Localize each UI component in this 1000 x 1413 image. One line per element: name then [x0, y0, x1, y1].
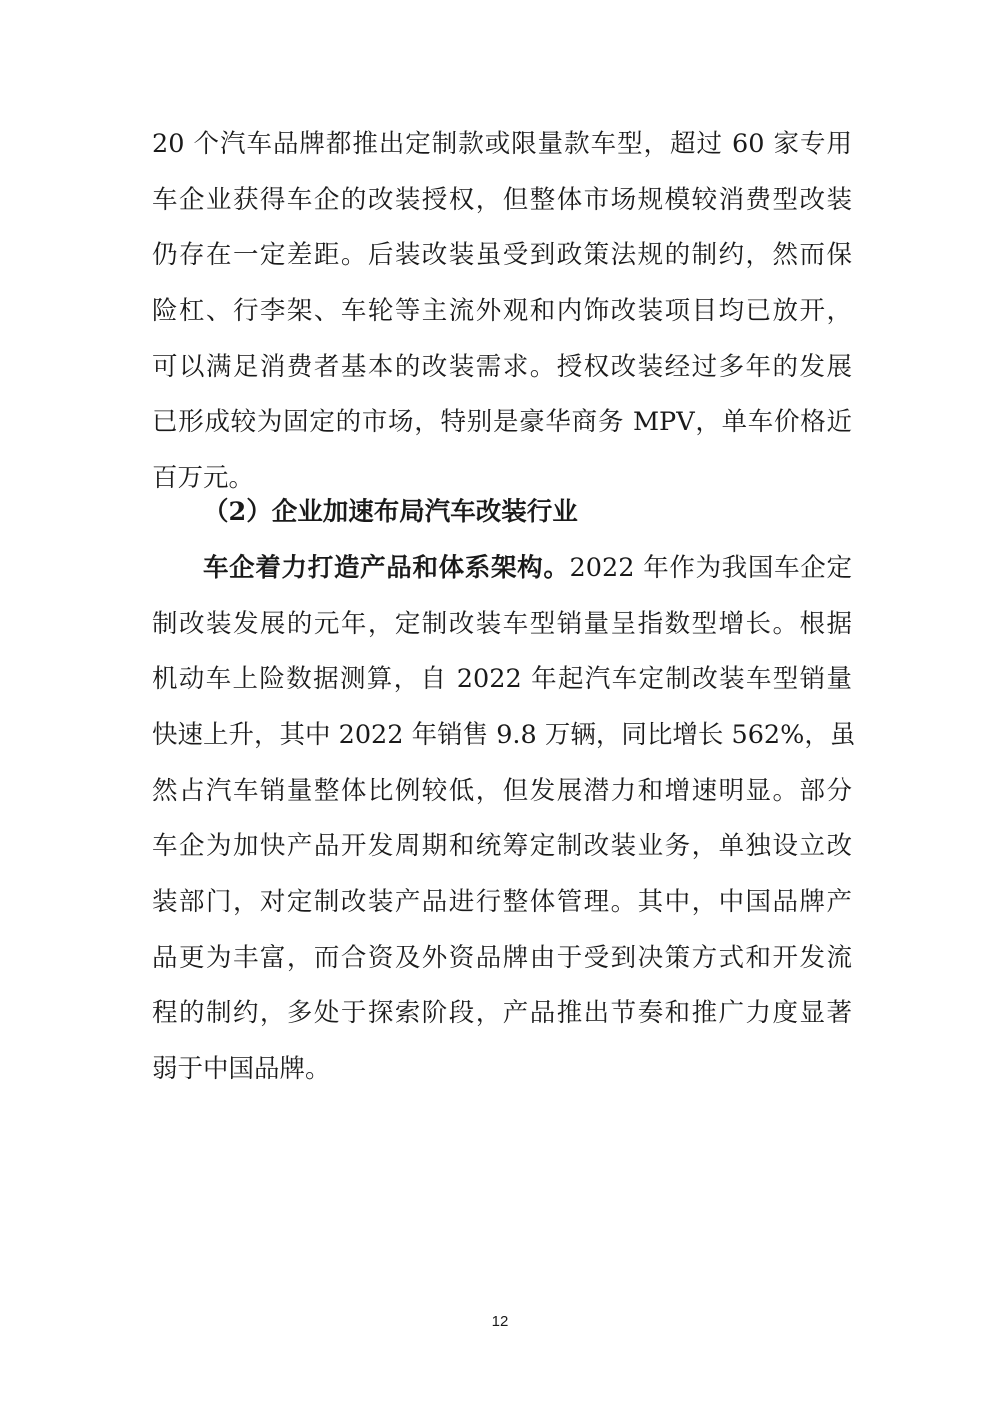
paragraph2-line-8: 品更为丰富，而合资及外资品牌由于受到决策方式和开发流	[152, 943, 852, 973]
paragraph2-lead-phrase: 车企着力打造产品和体系架构。	[203, 553, 570, 583]
paragraph1-line-2: 车企业获得车企的改装授权，但整体市场规模较消费型改装	[152, 185, 852, 215]
paragraph1-line-4: 险杠、行李架、车轮等主流外观和内饰改装项目均已放开，	[152, 296, 852, 326]
paragraph2-line-7: 装部门，对定制改装产品进行整体管理。其中，中国品牌产	[152, 887, 852, 917]
page-number: 12	[491, 1313, 509, 1330]
paragraph1-line-3: 仍存在一定差距。后装改装虽受到政策法规的制约，然而保	[152, 240, 852, 270]
paragraph2-line-4: 快速上升，其中 2022 年销售 9.8 万辆，同比增长 562%，虽	[152, 720, 856, 750]
paragraph2-line-2: 制改装发展的元年，定制改装车型销量呈指数型增长。根据	[152, 609, 852, 639]
paragraph1-line-6: 已形成较为固定的市场，特别是豪华商务 MPV，单车价格近	[152, 407, 852, 437]
paragraph2-line-5: 然占汽车销量整体比例较低，但发展潜力和增速明显。部分	[152, 776, 852, 806]
paragraph2-line-3: 机动车上险数据测算，自 2022 年起汽车定制改装车型销量	[152, 664, 852, 694]
paragraph1-line-7: 百万元。	[152, 463, 255, 493]
paragraph2-line-6: 车企为加快产品开发周期和统筹定制改装业务，单独设立改	[152, 831, 852, 861]
paragraph1-line-5: 可以满足消费者基本的改装需求。授权改装经过多年的发展	[152, 352, 852, 382]
paragraph1-line-1: 20 个汽车品牌都推出定制款或限量款车型，超过 60 家专用	[152, 129, 852, 159]
paragraph2-line-1	[203, 548, 852, 588]
section-heading: （2）企业加速布局汽车改装行业	[203, 497, 578, 527]
paragraph2-line-10: 弱于中国品牌。	[152, 1054, 331, 1084]
paragraph2-first-line-rest: 2022 年作为我国车企定	[569, 553, 852, 583]
paragraph2-line-9: 程的制约，多处于探索阶段，产品推出节奏和推广力度显著	[152, 998, 852, 1028]
